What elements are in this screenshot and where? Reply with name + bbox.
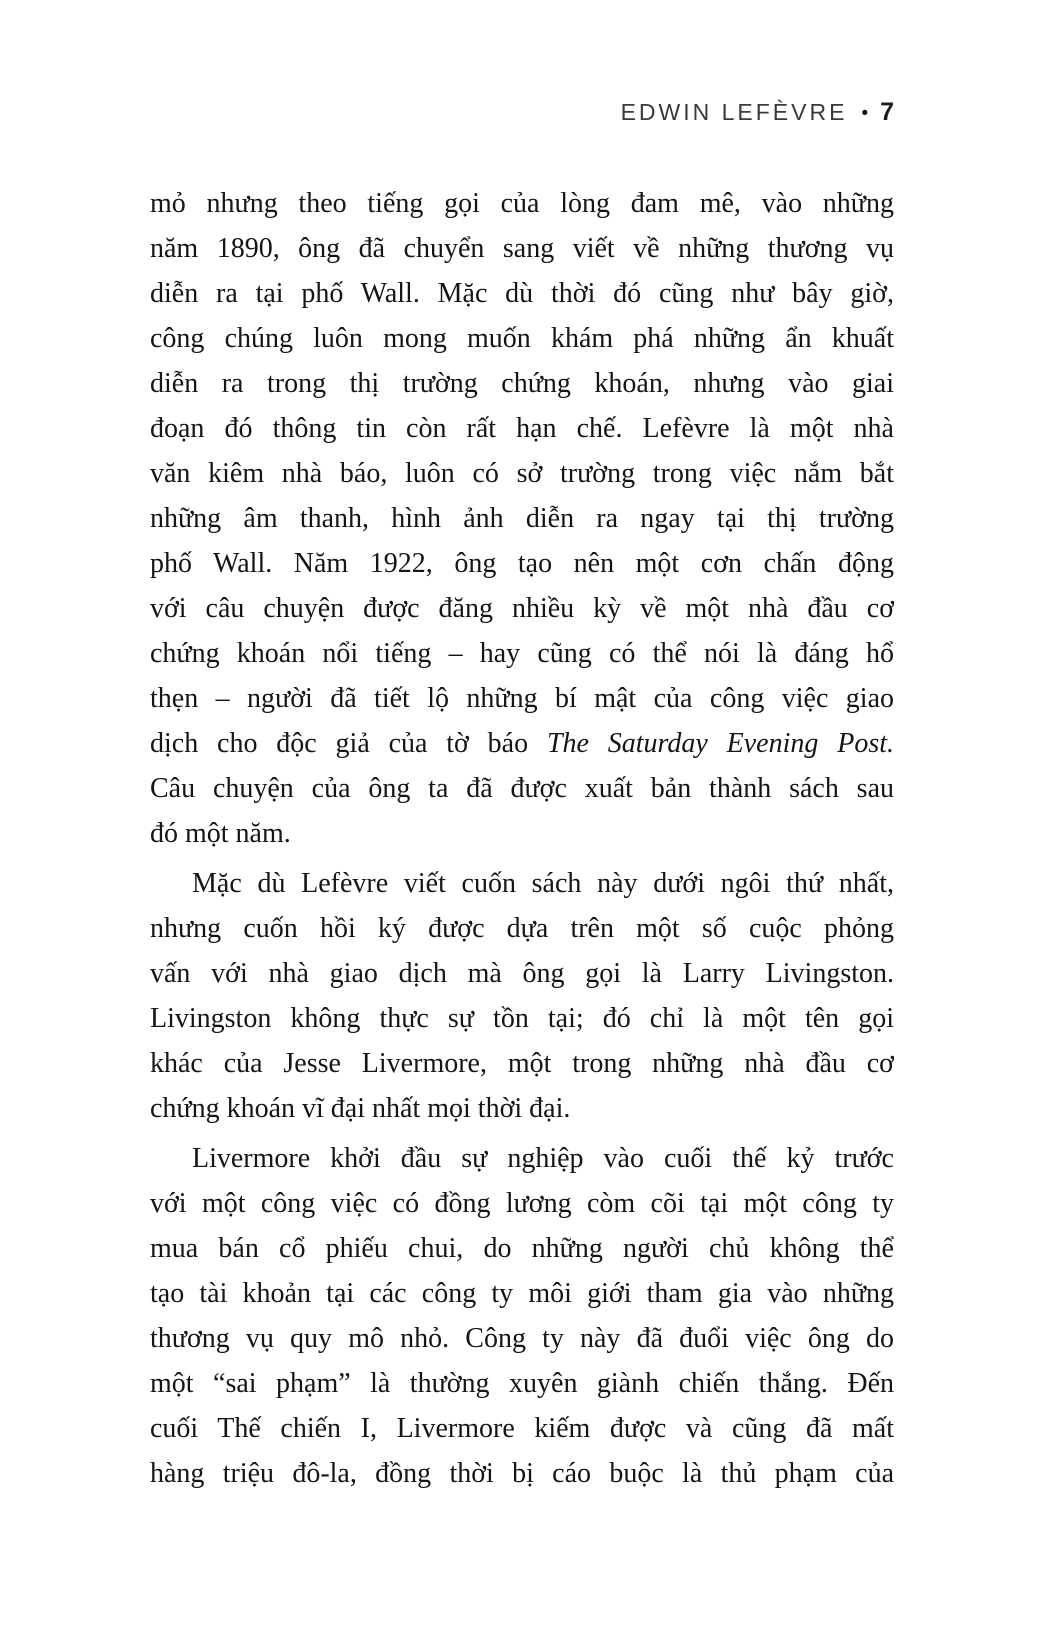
text-line: diễn ra tại phố Wall. Mặc dù thời đó cũng như bây giờ, — [150, 278, 894, 309]
running-header — [150, 97, 894, 129]
text-line: những âm thanh, hình ảnh diễn ra ngay tại thị trường — [150, 503, 894, 534]
text-line: thương vụ quy mô nhỏ. Công ty này đã đuổi việc ông do — [150, 1323, 894, 1354]
text-line: mỏ nhưng theo tiếng gọi của lòng đam mê, vào những — [150, 188, 894, 219]
text-line: một “sai phạm” là thường xuyên giành chiến thắng. Đến — [150, 1368, 894, 1399]
running-head-author: EDWIN LEFÈVRE — [620, 99, 848, 125]
text-line: Mặc dù Lefèvre viết cuốn sách này dưới ngôi thứ nhất, — [192, 868, 894, 899]
paragraph-1 — [150, 181, 894, 856]
text-line: hàng triệu đô-la, đồng thời bị cáo buộc là thủ phạm của — [150, 1458, 894, 1489]
text-line: Câu chuyện của ông ta đã được xuất bản thành sách sau — [150, 773, 894, 804]
paragraph-3 — [150, 1136, 894, 1496]
text-line: công chúng luôn mong muốn khám phá những ẩn khuất — [150, 323, 894, 354]
text-line: với một công việc có đồng lương còm cõi tại một công ty — [150, 1188, 894, 1219]
text-line: chứng khoán vĩ đại nhất mọi thời đại. — [150, 1093, 571, 1124]
paragraph-2 — [150, 861, 894, 1131]
page-number: 7 — [880, 98, 894, 126]
text-line: khác của Jesse Livermore, một trong những nhà đầu cơ — [150, 1048, 894, 1079]
text-line: vấn với nhà giao dịch mà ông gọi là Larry Livingston. — [150, 958, 894, 989]
text-line: với câu chuyện được đăng nhiều kỳ về một nhà đầu cơ — [150, 593, 894, 624]
text-line: đoạn đó thông tin còn rất hạn chế. Lefèvre là một nhà — [150, 413, 894, 444]
publication-title: The Saturday Evening Post. — [546, 728, 894, 759]
text-line: cuối Thế chiến I, Livermore kiếm được và cũng đã mất — [150, 1413, 894, 1444]
text-line: nhưng cuốn hồi ký được dựa trên một số cuộc phỏng — [150, 913, 894, 944]
text-line: Livingston không thực sự tồn tại; đó chỉ là một tên gọi — [150, 1003, 894, 1034]
text-line: tạo tài khoản tại các công ty môi giới tham gia vào những — [150, 1278, 894, 1309]
text-line: diễn ra trong thị trường chứng khoán, nhưng vào giai — [150, 368, 894, 399]
bullet-separator-icon: • — [861, 103, 869, 124]
text-line-with-title — [150, 721, 894, 766]
text-segment: dịch cho độc giả của tờ báo — [150, 728, 547, 759]
text-line: Livermore khởi đầu sự nghiệp vào cuối thế kỷ trước — [192, 1143, 894, 1174]
text-line: mua bán cổ phiếu chui, do những người chủ không thể — [150, 1233, 894, 1264]
text-line: chứng khoán nổi tiếng – hay cũng có thể nói là đáng hổ — [150, 638, 894, 669]
text-line: năm 1890, ông đã chuyển sang viết về những thương vụ — [150, 233, 894, 264]
text-line: đó một năm. — [150, 818, 291, 849]
text-line: thẹn – người đã tiết lộ những bí mật của công việc giao — [150, 683, 894, 714]
page-body — [150, 181, 894, 1496]
text-line: văn kiêm nhà báo, luôn có sở trường trong việc nắm bắt — [150, 458, 894, 489]
text-line: phố Wall. Năm 1922, ông tạo nên một cơn chấn động — [150, 548, 894, 579]
